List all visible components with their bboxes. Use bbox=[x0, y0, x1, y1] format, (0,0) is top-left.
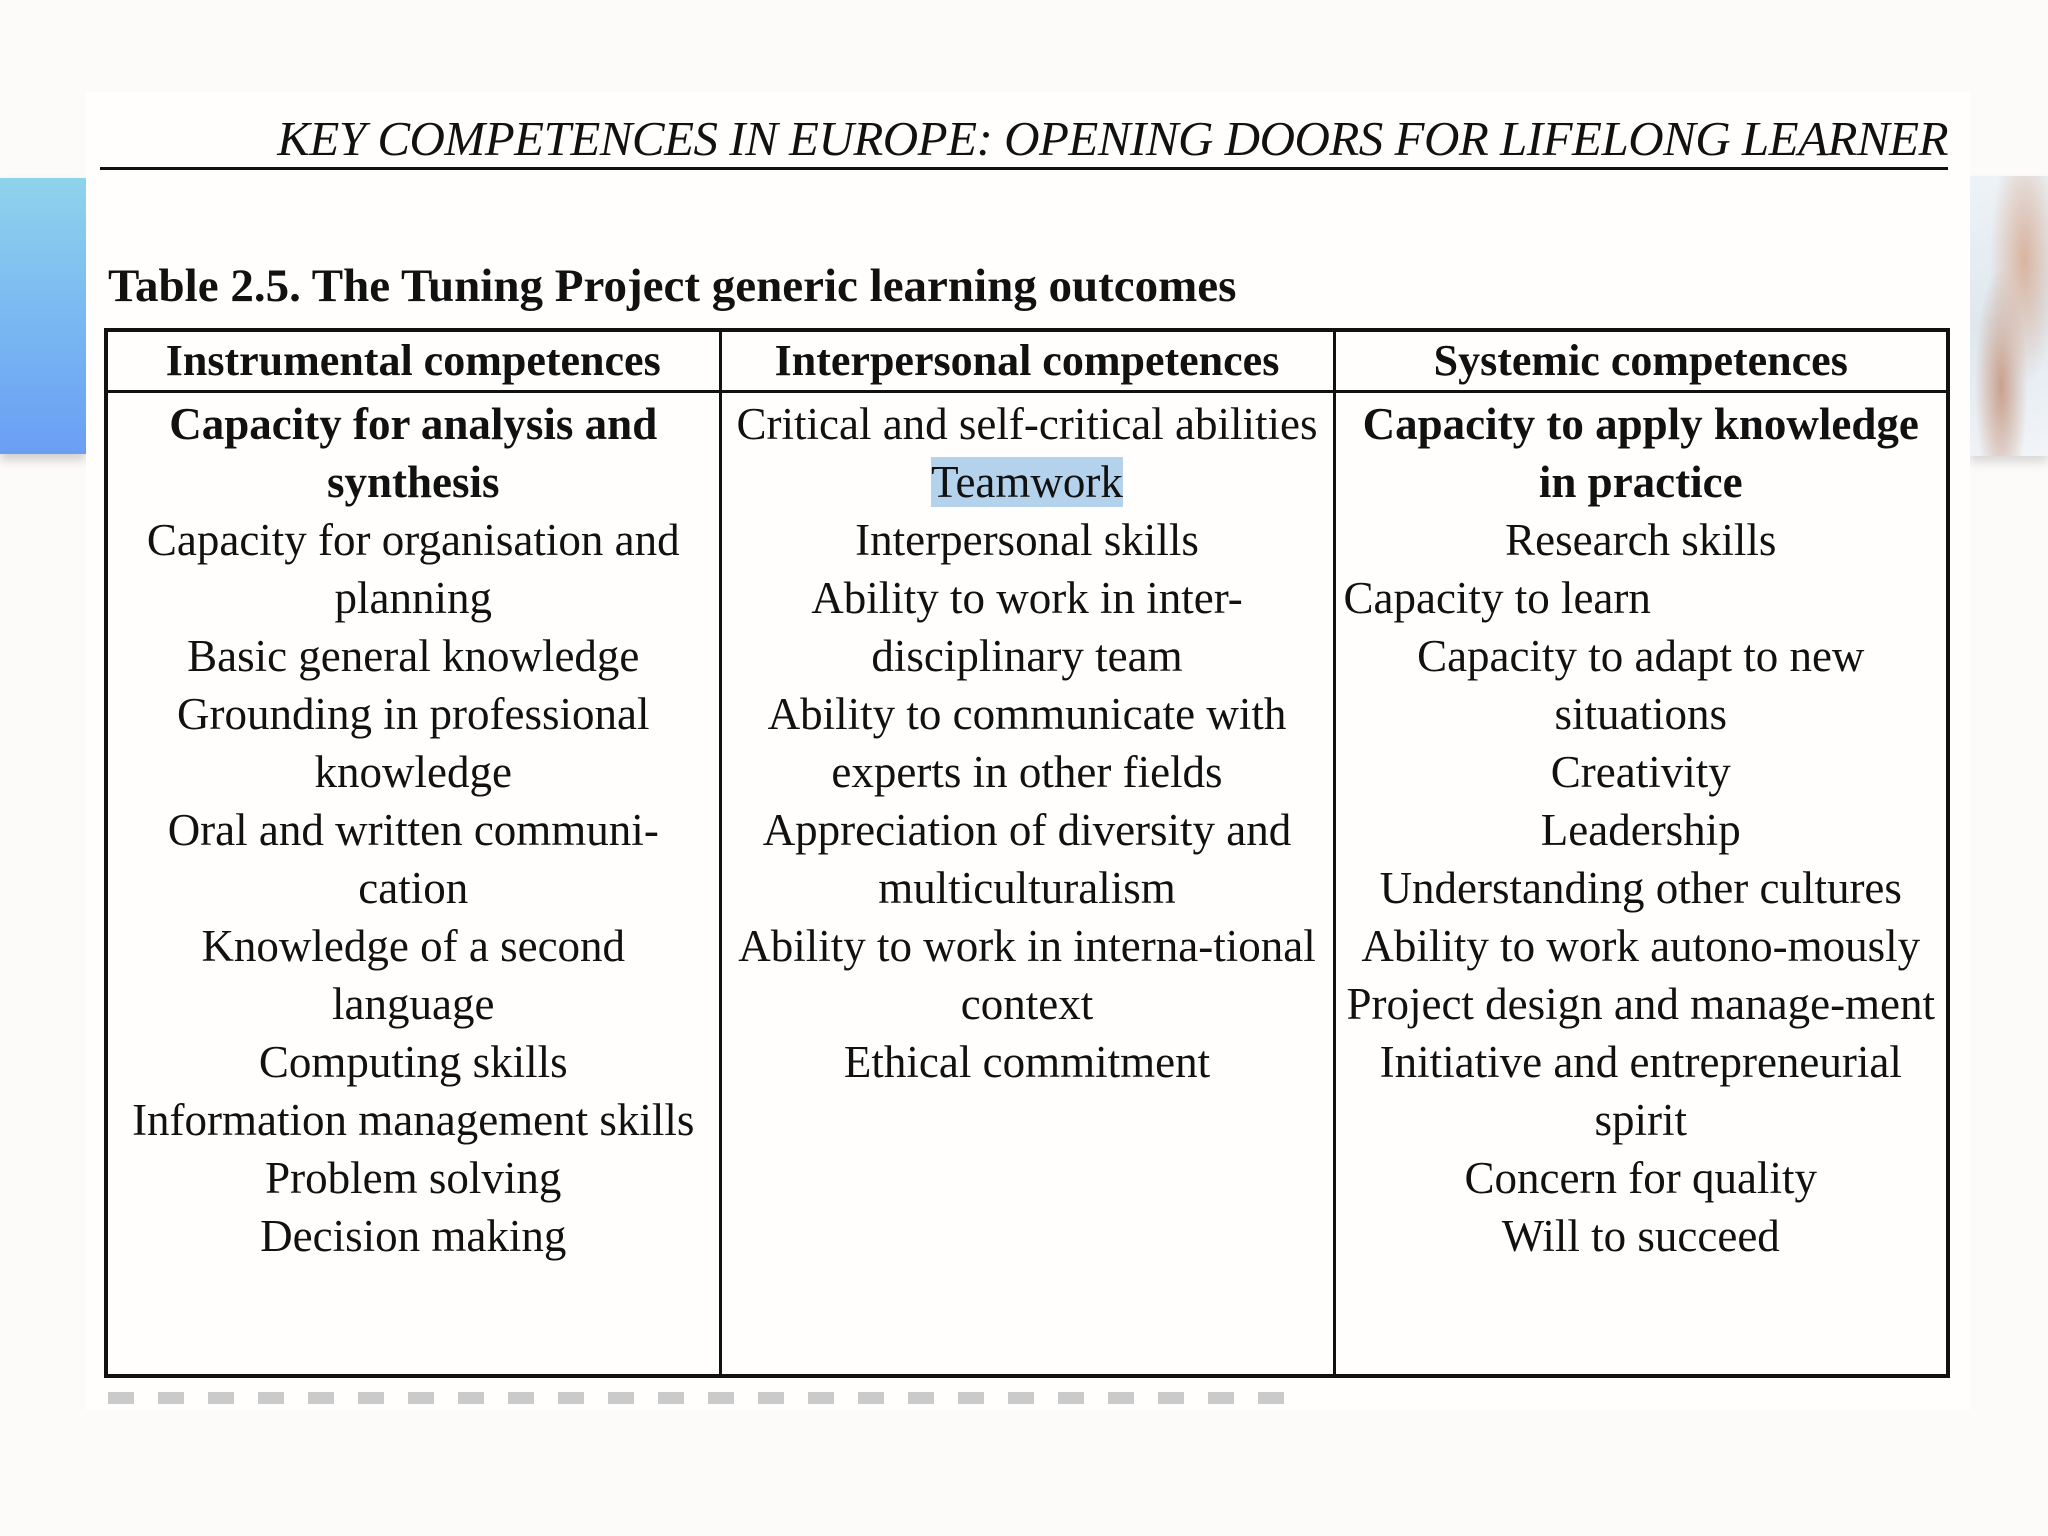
cropped-source-line bbox=[108, 1392, 1288, 1404]
instrumental-list bbox=[116, 395, 711, 1265]
competence-item: Decision making bbox=[260, 1211, 567, 1261]
competence-item bbox=[730, 453, 1325, 511]
competence-item: Initiative and entrepreneurial spirit bbox=[1379, 1037, 1902, 1145]
table-body-row bbox=[106, 392, 1948, 1377]
competence-item: Interpersonal skills bbox=[855, 515, 1199, 565]
competence-item: Information management skills bbox=[132, 1095, 695, 1145]
competence-item: Computing skills bbox=[258, 1037, 568, 1087]
competence-item: Oral and written communi-cation bbox=[167, 805, 659, 913]
column-header-interpersonal: Interpersonal competences bbox=[720, 330, 1334, 392]
column-cell-interpersonal bbox=[720, 392, 1334, 1377]
competence-item: Capacity to learn bbox=[1343, 573, 1651, 623]
interpersonal-list bbox=[730, 395, 1325, 1091]
competence-item: Basic general knowledge bbox=[187, 631, 640, 681]
competence-item: Research skills bbox=[1505, 515, 1777, 565]
competence-item: Ethical commitment bbox=[843, 1037, 1211, 1087]
competence-item: Ability to work autono-mously bbox=[1361, 921, 1921, 971]
column-cell-instrumental bbox=[106, 392, 720, 1377]
systemic-list bbox=[1344, 395, 1939, 1265]
column-header-systemic: Systemic competences bbox=[1334, 330, 1948, 392]
competence-item: Will to succeed bbox=[1501, 1211, 1780, 1261]
competence-item: Appreciation of diversity and multiculturalism bbox=[762, 805, 1292, 913]
highlighted-text: Teamwork bbox=[931, 457, 1123, 507]
learning-outcomes-table bbox=[104, 328, 1950, 1378]
competence-item: Ability to communicate with experts in other fields bbox=[767, 689, 1287, 797]
competence-item: Creativity bbox=[1550, 747, 1731, 797]
column-header-instrumental: Instrumental competences bbox=[106, 330, 720, 392]
competence-item: Leadership bbox=[1540, 805, 1741, 855]
competence-item: Ability to work in interna-tional context bbox=[738, 921, 1316, 1029]
slide-side-photo bbox=[1970, 176, 2048, 456]
competence-item: Capacity for organisation and planning bbox=[146, 515, 680, 623]
running-header: KEY COMPETENCES IN EUROPE: OPENING DOORS FOR LIFELONG LEARNER bbox=[100, 108, 1948, 170]
competence-item: Problem solving bbox=[265, 1153, 562, 1203]
table-title: Table 2.5. The Tuning Project generic learning outcomes bbox=[108, 260, 1237, 312]
competence-item: Ability to work in inter-disciplinary team bbox=[811, 573, 1243, 681]
competence-item: Critical and self-critical abilities bbox=[736, 399, 1318, 449]
competence-item: Knowledge of a second language bbox=[201, 921, 626, 1029]
competence-item: Concern for quality bbox=[1464, 1153, 1817, 1203]
competence-item: Capacity for analysis and synthesis bbox=[169, 399, 658, 507]
slide-accent-band bbox=[0, 178, 86, 454]
competence-item: Grounding in professional knowledge bbox=[177, 689, 650, 797]
competence-item: Understanding other cultures bbox=[1379, 863, 1902, 913]
table-header-row bbox=[106, 330, 1948, 392]
competence-item: Project design and manage-ment bbox=[1346, 979, 1936, 1029]
competence-item: Capacity to adapt to new situations bbox=[1417, 631, 1865, 739]
column-cell-systemic bbox=[1334, 392, 1948, 1377]
competence-item: Capacity to apply knowledge in practice bbox=[1362, 399, 1919, 507]
